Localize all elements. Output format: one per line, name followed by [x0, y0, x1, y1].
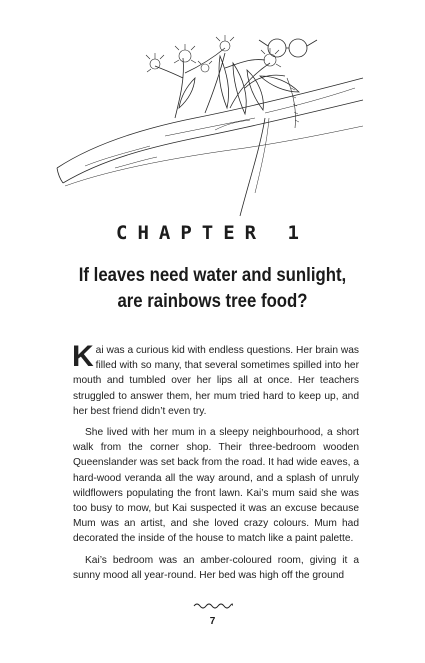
- paragraph: She lived with her mum in a sleepy neighbourhood, a short walk from the corner shop. Their three-bedroom wooden Queenslander was set back from the road. It had wide eaves, a hard-wood veranda all the way around, and a splash of unruly wildflowers populating the front lawn. Kai’s mum said she was too busy to mow, but Kai suspected it was an excuse because Mum was an artist, and she loved crazy colours. Mum had decorated the inside of the house to match like a paint palette.: [73, 427, 359, 545]
- chapter-title-line-2: are rainbows tree food?: [117, 290, 308, 312]
- wave-ornament-icon: [193, 602, 233, 610]
- body-text: [72, 340, 359, 583]
- paragraph: [72, 340, 359, 419]
- chapter-title: [64, 262, 361, 314]
- paragraph-text: ai was a curious kid with endless questions. Her brain was filled with so many, that several sometimes spilled into her mouth and tumbled over her lips all at once. Her teachers struggled to answer them, her mum tried hard to keep up, and her best friend didn’t even try.: [73, 345, 359, 417]
- tree-branch-illustration: [55, 18, 365, 218]
- chapter-label: CHAPTER 1: [116, 222, 309, 244]
- page-number: 7: [209, 616, 216, 627]
- chapter-title-line-1: If leaves need water and sunlight,: [78, 264, 347, 286]
- drop-cap: K: [72, 340, 94, 373]
- paragraph: Kai’s bedroom was an amber-coloured room, giving it a sunny mood all year-round. Her bed was high off the ground: [73, 554, 359, 581]
